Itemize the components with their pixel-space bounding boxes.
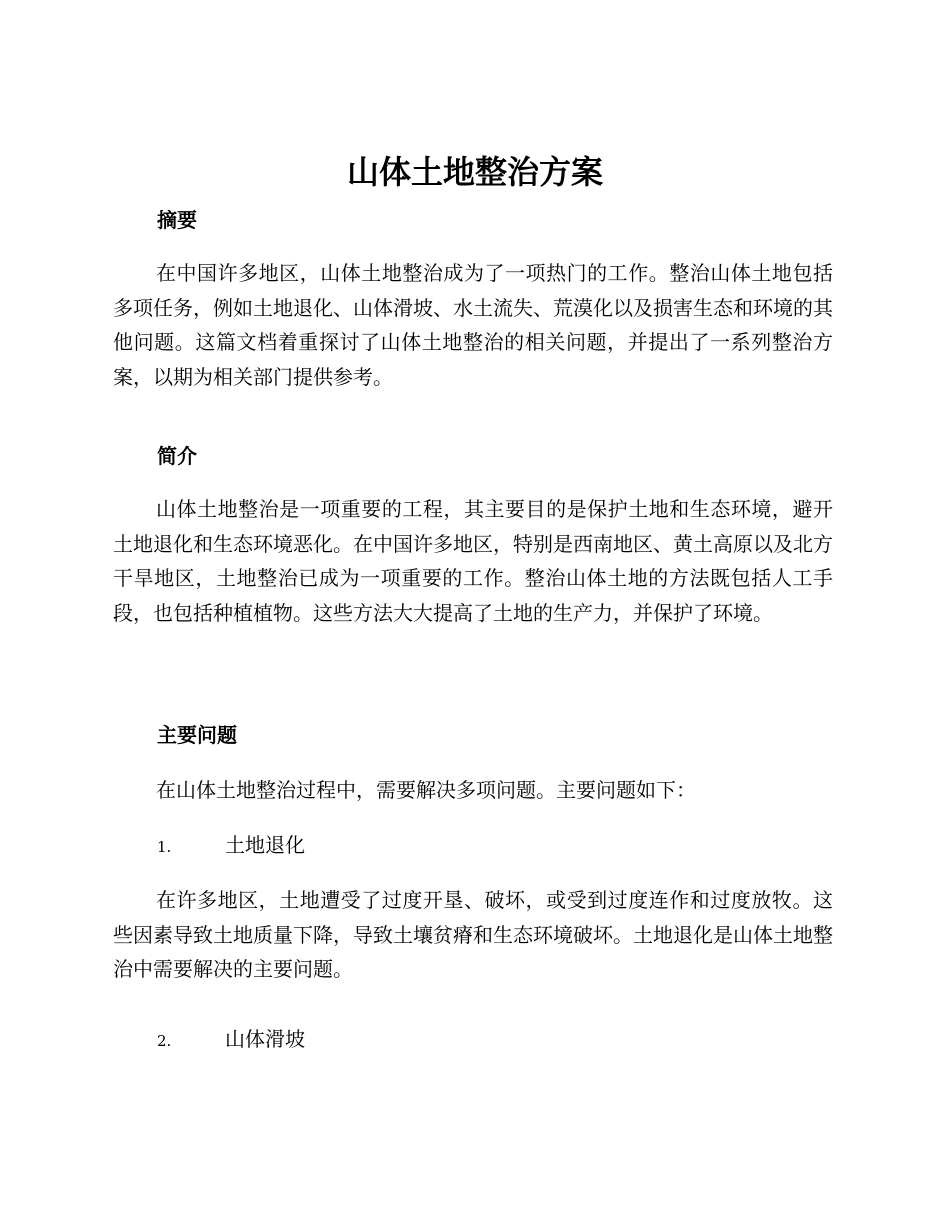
list-item-label: 土地退化 xyxy=(225,833,305,857)
issues-intro-paragraph: 在山体土地整治过程中，需要解决多项问题。主要问题如下： xyxy=(156,778,696,802)
land-degradation-paragraph: 在许多地区，土地遭受了过度开垦、破坏，或受到过度连作和过度放牧。这些因素导致土地质量下降，导致土壤贫瘠和生态环境破坏。土地退化是山体土地整治中需要解决的主要问题。 xyxy=(113,888,833,982)
list-item-land-degradation xyxy=(157,830,837,862)
issues-heading: 主要问题 xyxy=(157,723,237,747)
list-item-label: 山体滑坡 xyxy=(225,1027,305,1051)
list-item-landslide xyxy=(157,1024,837,1056)
abstract-heading: 摘要 xyxy=(157,208,197,232)
intro-paragraph: 山体土地整治是一项重要的工程，其主要目的是保护土地和生态环境，避开土地退化和生态环境恶化。在中国许多地区，特别是西南地区、黄土高原以及北方干旱地区，土地整治已成为一项重要的工作。整治山体土地的方法既包括人工手段，也包括种植植物。这些方法大大提高了土地的生产力，并保护了环境。 xyxy=(113,497,833,626)
document-title: 山体土地整治方案 xyxy=(346,153,603,191)
intro-heading: 简介 xyxy=(157,444,197,468)
abstract-paragraph: 在中国许多地区，山体土地整治成为了一项热门的工作。整治山体土地包括多项任务，例如土地退化、山体滑坡、水土流失、荒漠化以及损害生态和环境的其他问题。这篇文档着重探讨了山体土地整治的相关问题，并提出了一系列整治方案，以期为相关部门提供参考。 xyxy=(113,261,833,390)
list-item-number: 2. xyxy=(157,1032,172,1050)
list-item-number: 1. xyxy=(157,838,172,856)
